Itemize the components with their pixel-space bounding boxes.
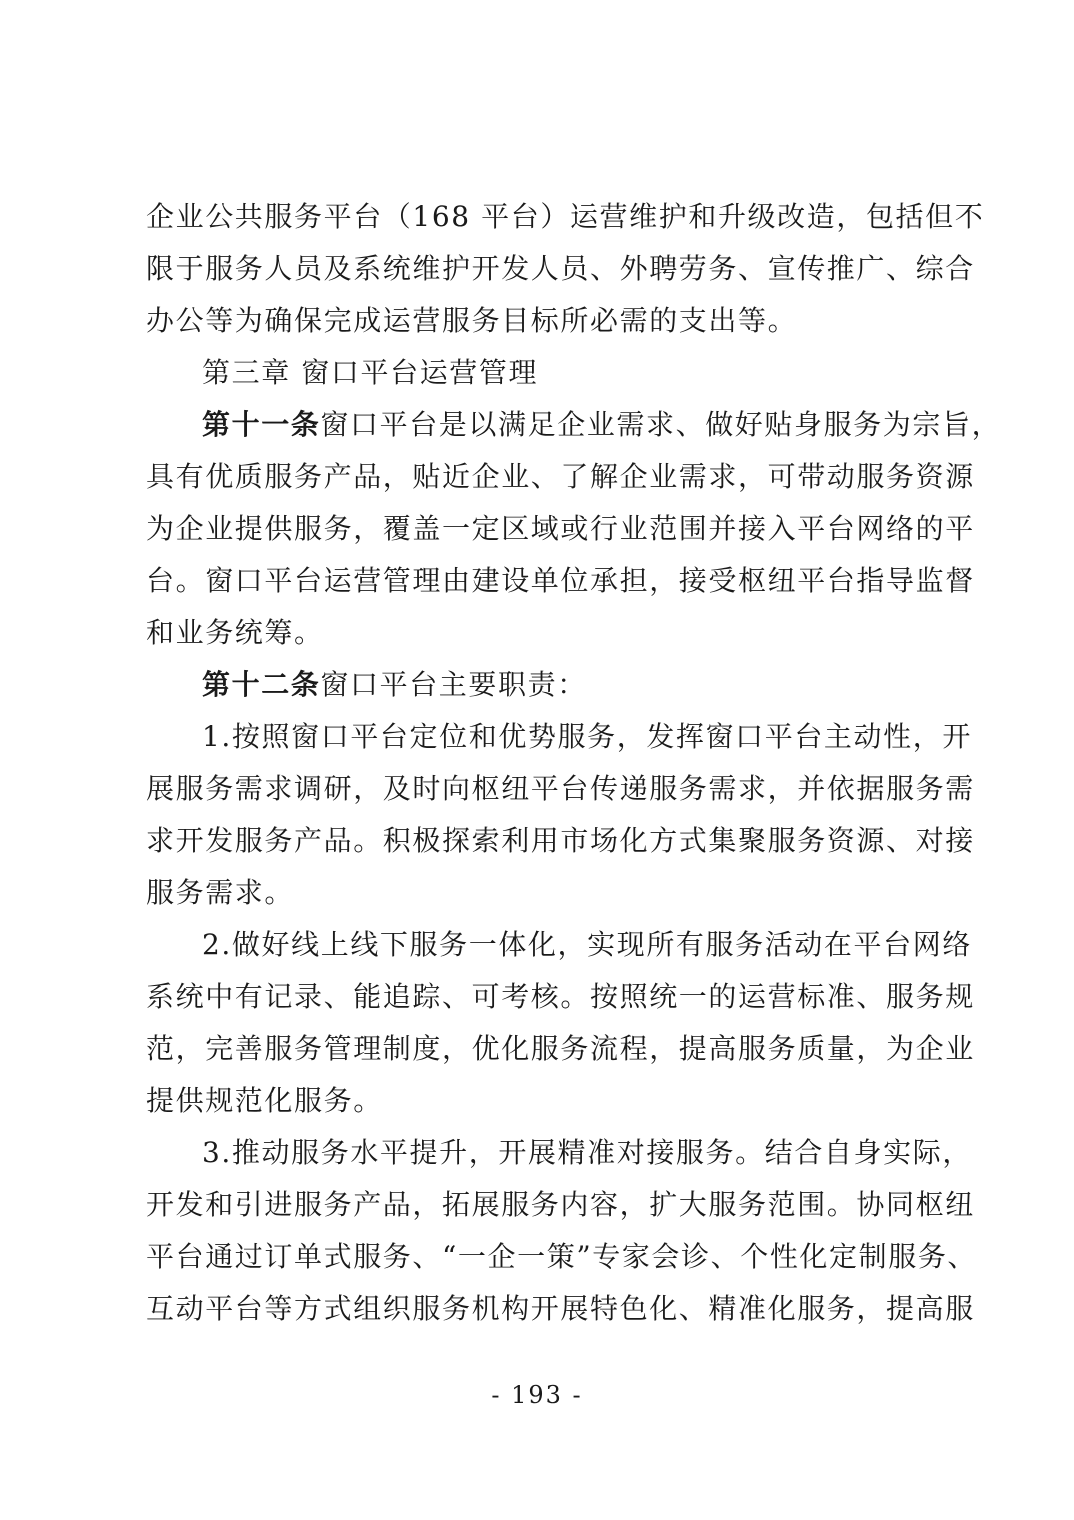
article-text: 窗口平台主要职责： xyxy=(320,668,587,701)
article-label: 第十二条 xyxy=(202,668,321,701)
paragraph-line: 具有优质服务产品，贴近企业、了解企业需求，可带动服务资源 xyxy=(146,460,975,493)
paragraph-line: 互动平台等方式组织服务机构开展特色化、精准化服务，提高服 xyxy=(146,1292,975,1325)
article-label: 第十一条 xyxy=(202,408,321,441)
paragraph-line: 为企业提供服务，覆盖一定区域或行业范围并接入平台网络的平 xyxy=(146,512,975,545)
chapter-heading: 第三章 窗口平台运营管理 xyxy=(202,356,539,389)
list-item-3-first-line: 3.推动服务水平提升，开展精准对接服务。结合自身实际， xyxy=(202,1136,972,1169)
paragraph-line: 办公等为确保完成运营服务目标所必需的支出等。 xyxy=(146,304,798,337)
list-item-1-first-line: 1.按照窗口平台定位和优势服务，发挥窗口平台主动性，开 xyxy=(202,720,972,753)
paragraph-line: 系统中有记录、能追踪、可考核。按照统一的运营标准、服务规 xyxy=(146,980,975,1013)
paragraph-line: 展服务需求调研，及时向枢纽平台传递服务需求，并依据服务需 xyxy=(146,772,975,805)
paragraph-line: 提供规范化服务。 xyxy=(146,1084,383,1117)
article-12-first-line xyxy=(202,667,946,703)
article-11-first-line xyxy=(202,407,1002,443)
paragraph-line: 开发和引进服务产品，拓展服务内容，扩大服务范围。协同枢纽 xyxy=(146,1188,975,1221)
paragraph-line: 范，完善服务管理制度，优化服务流程，提高服务质量，为企业 xyxy=(146,1032,975,1065)
paragraph-line: 限于服务人员及系统维护开发人员、外聘劳务、宣传推广、综合 xyxy=(146,252,975,285)
paragraph-line: 平台通过订单式服务、“一企一策”专家会诊、个性化定制服务、 xyxy=(146,1240,978,1273)
article-text: 窗口平台是以满足企业需求、做好贴身服务为宗旨， xyxy=(320,408,1002,441)
paragraph-line: 求开发服务产品。积极探索利用市场化方式集聚服务资源、对接 xyxy=(146,824,975,857)
page-number: - 193 - xyxy=(491,1381,583,1409)
paragraph-line: 服务需求。 xyxy=(146,876,295,909)
paragraph-line: 企业公共服务平台（168 平台）运营维护和升级改造，包括但不 xyxy=(146,200,985,233)
paragraph-line: 和业务统筹。 xyxy=(146,616,324,649)
paragraph-line: 台。窗口平台运营管理由建设单位承担，接受枢纽平台指导监督 xyxy=(146,564,975,597)
list-item-2-first-line: 2.做好线上线下服务一体化，实现所有服务活动在平台网络 xyxy=(202,928,972,961)
